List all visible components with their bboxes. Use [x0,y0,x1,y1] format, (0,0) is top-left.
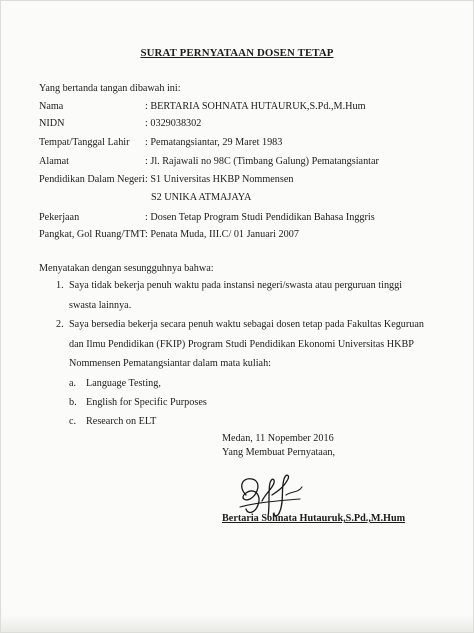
field-label: NIDN [39,118,65,129]
field-label: Pangkat, Gol Ruang/TMT [39,229,146,240]
field-label: Pekerjaan [39,212,80,223]
statement-text: Saya bersedia bekerja secara penuh waktu sebagai dosen tetap pada Fakultas Keguruan dan Ilmu Pendidikan (FKIP) Program Studi Pendidikan Ekonomi Universitas HKBP Nommensen Pematangsiantar dalam mata kuliah: [69,319,425,369]
intro-text: Yang bertanda tangan dibawah ini: [39,83,181,94]
signer-caption: Yang Membuat Pernyataan, [222,447,335,458]
statement-intro: Menyatakan dengan sesungguhnya bahwa: [39,263,214,274]
subject-letter: b. [69,397,77,408]
field-value: : S1 Universitas HKBP Nommensen [145,174,294,185]
field-label: Tempat/Tanggal Lahir [39,137,130,148]
place-date: Medan, 11 Nopember 2016 [222,433,334,444]
subject-text: Language Testing, [86,378,161,389]
statement-number: 1. [56,280,64,291]
field-value: : Pematangsiantar, 29 Maret 1983 [145,137,283,148]
statement-number: 2. [56,319,64,330]
field-value: : Dosen Tetap Program Studi Pendidikan Bahasa Inggris [145,212,375,223]
field-label: Nama [39,101,64,112]
subject-letter: a. [69,378,77,389]
signer-name: Bertaria Sohnata Hutauruk,S.Pd.,M.Hum [222,513,406,524]
field-value: : BERTARIA SOHNATA HUTAURUK,S.Pd.,M.Hum [145,101,366,112]
field-value: : Jl. Rajawali no 98C (Timbang Galung) Pematangsiantar [145,156,379,167]
field-value: : 0329038302 [145,118,202,129]
subject-letter: c. [69,416,77,427]
field-value: S2 UNIKA ATMAJAYA [151,192,252,203]
field-label: Alamat [39,156,69,167]
field-label: Pendidikan Dalam Negeri [39,174,145,185]
subject-text: Research on ELT [86,416,157,427]
statement-text: Saya tidak bekerja penuh waktu pada instansi negeri/swasta atau perguruan tinggi swasta lainnya. [69,280,403,311]
document-title: SURAT PERNYATAAN DOSEN TETAP [140,47,334,59]
field-value: : Penata Muda, III.C/ 01 Januari 2007 [145,229,299,240]
subject-text: English for Specific Purposes [86,397,207,408]
